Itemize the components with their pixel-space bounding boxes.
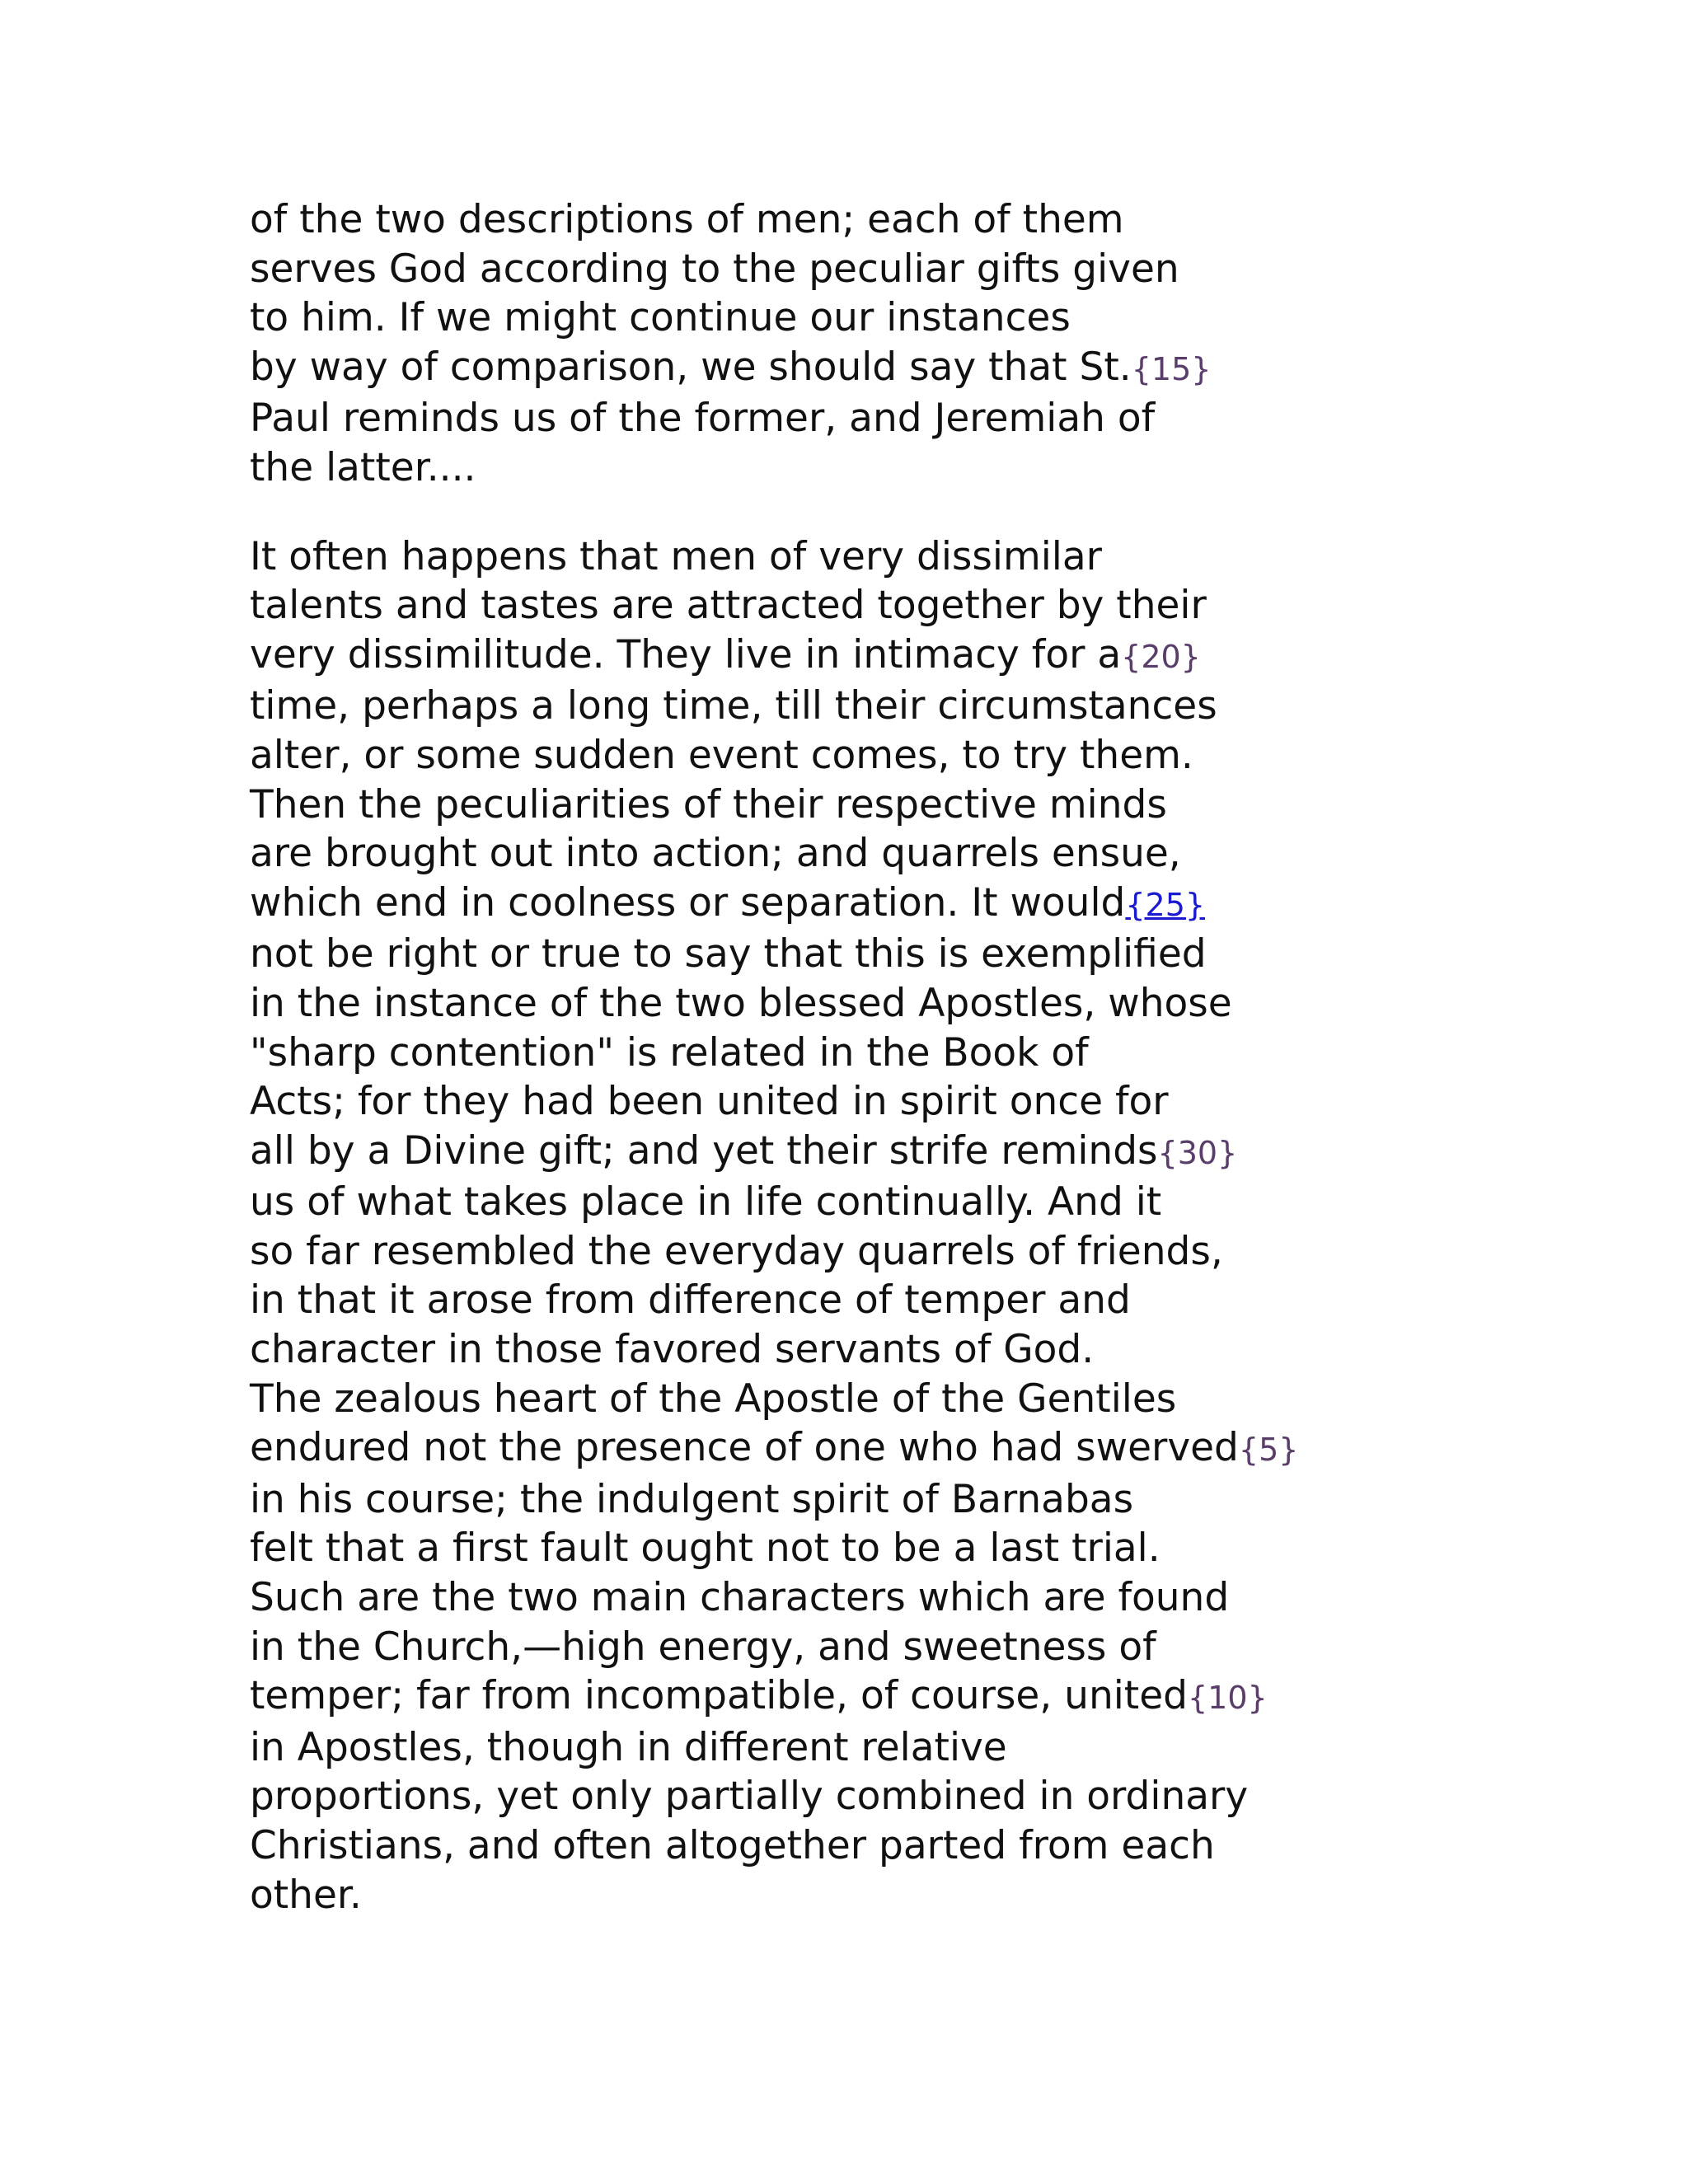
line-number: {30} [1157,1134,1238,1171]
text-line [250,1871,1651,1920]
line-text: very dissimilitude. They live in intimacy for a [250,631,1122,677]
text-line [250,1671,1651,1723]
line-text: time, perhaps a long time, till their circumstances [250,683,1217,729]
text-line [250,581,1651,630]
text-line [250,829,1651,879]
line-text: "sharp contention" is related in the Book of [250,1029,1089,1076]
line-text: all by a Divine gift; and yet their strife reminds [250,1127,1158,1174]
line-text: talents and tastes are attracted together by their [250,583,1207,629]
line-text: in his course; the indulgent spirit of Barnabas [250,1476,1134,1522]
line-text: It often happens that men of very dissimilar [250,533,1102,579]
text-line [250,1573,1651,1623]
line-text: Christians, and often altogether parted from each [250,1823,1215,1868]
document-page [250,195,1651,1919]
line-text: in the Church,—high energy, and sweetness of [250,1624,1156,1670]
text-line [250,1375,1651,1424]
line-text: serves God according to the peculiar gifts given [250,246,1179,292]
line-text: not be right or true to say that this is exemplified [250,931,1207,977]
line-text: felt that a first fault ought not to be a last trial. [250,1526,1160,1572]
text-line [250,682,1651,731]
text-line [250,1475,1651,1525]
text-line [250,443,1651,493]
line-text: to him. If we might continue our instances [250,295,1071,341]
line-text: so far resembled the everyday quarrels of friends, [250,1228,1223,1274]
text-line [250,1723,1651,1773]
text-line [250,1178,1651,1227]
line-number: {20} [1121,638,1201,675]
line-text: character in those favored servants of God. [250,1327,1095,1373]
text-line [250,394,1651,443]
line-text: by way of comparison, we should say that St. [250,344,1132,390]
line-text: of the two descriptions of men; each of them [250,197,1124,242]
text-line [250,245,1651,294]
text-line [250,979,1651,1029]
line-number: {15} [1131,350,1212,387]
text-line [250,630,1651,682]
text-line [250,293,1651,343]
text-line [250,343,1651,395]
line-text: us of what takes place in life continually. And it [250,1179,1162,1226]
line-text: endured not the presence of one who had swerved [250,1425,1239,1471]
text-line [250,731,1651,780]
text-line [250,1227,1651,1277]
text-line [250,532,1651,582]
line-text: temper; far from incompatible, of course, united [250,1673,1188,1719]
line-text: in Apostles, though in different relative [250,1724,1007,1770]
text-line [250,930,1651,979]
text-line [250,1127,1651,1179]
line-number: {10} [1187,1680,1268,1717]
line-text: proportions, yet only partially combined in ordinary [250,1774,1249,1820]
line-text: other. [250,1872,362,1918]
text-line [250,1423,1651,1475]
text-line [250,780,1651,830]
line-text: which end in coolness or separation. It would [250,879,1126,926]
text-line [250,195,1651,245]
text-line [250,1077,1651,1127]
line-text: Paul reminds us of the former, and Jeremiah of [250,396,1156,442]
line-text: Such are the two main characters which are found [250,1575,1230,1621]
text-line [250,1029,1651,1078]
line-text: alter, or some sudden event comes, to try them. [250,732,1193,778]
text-line [250,1524,1651,1573]
paragraph [250,532,1651,1920]
line-text: in the instance of the two blessed Apostles, whose [250,980,1232,1026]
line-text: the latter.... [250,444,476,490]
text-line [250,1276,1651,1325]
line-number-link[interactable]: {25} [1125,886,1206,923]
line-text: Then the peculiarities of their respective minds [250,781,1167,827]
line-text: in that it arose from difference of temper and [250,1277,1131,1324]
line-text: are brought out into action; and quarrels ensue, [250,831,1181,877]
line-text: The zealous heart of the Apostle of the Gentiles [250,1376,1177,1422]
text-line [250,1821,1651,1871]
text-line [250,1772,1651,1821]
text-line [250,1623,1651,1672]
text-line [250,1325,1651,1375]
paragraph [250,195,1651,493]
line-text: Acts; for they had been united in spirit once for [250,1079,1169,1125]
text-line [250,879,1651,930]
line-number: {5} [1238,1432,1299,1469]
